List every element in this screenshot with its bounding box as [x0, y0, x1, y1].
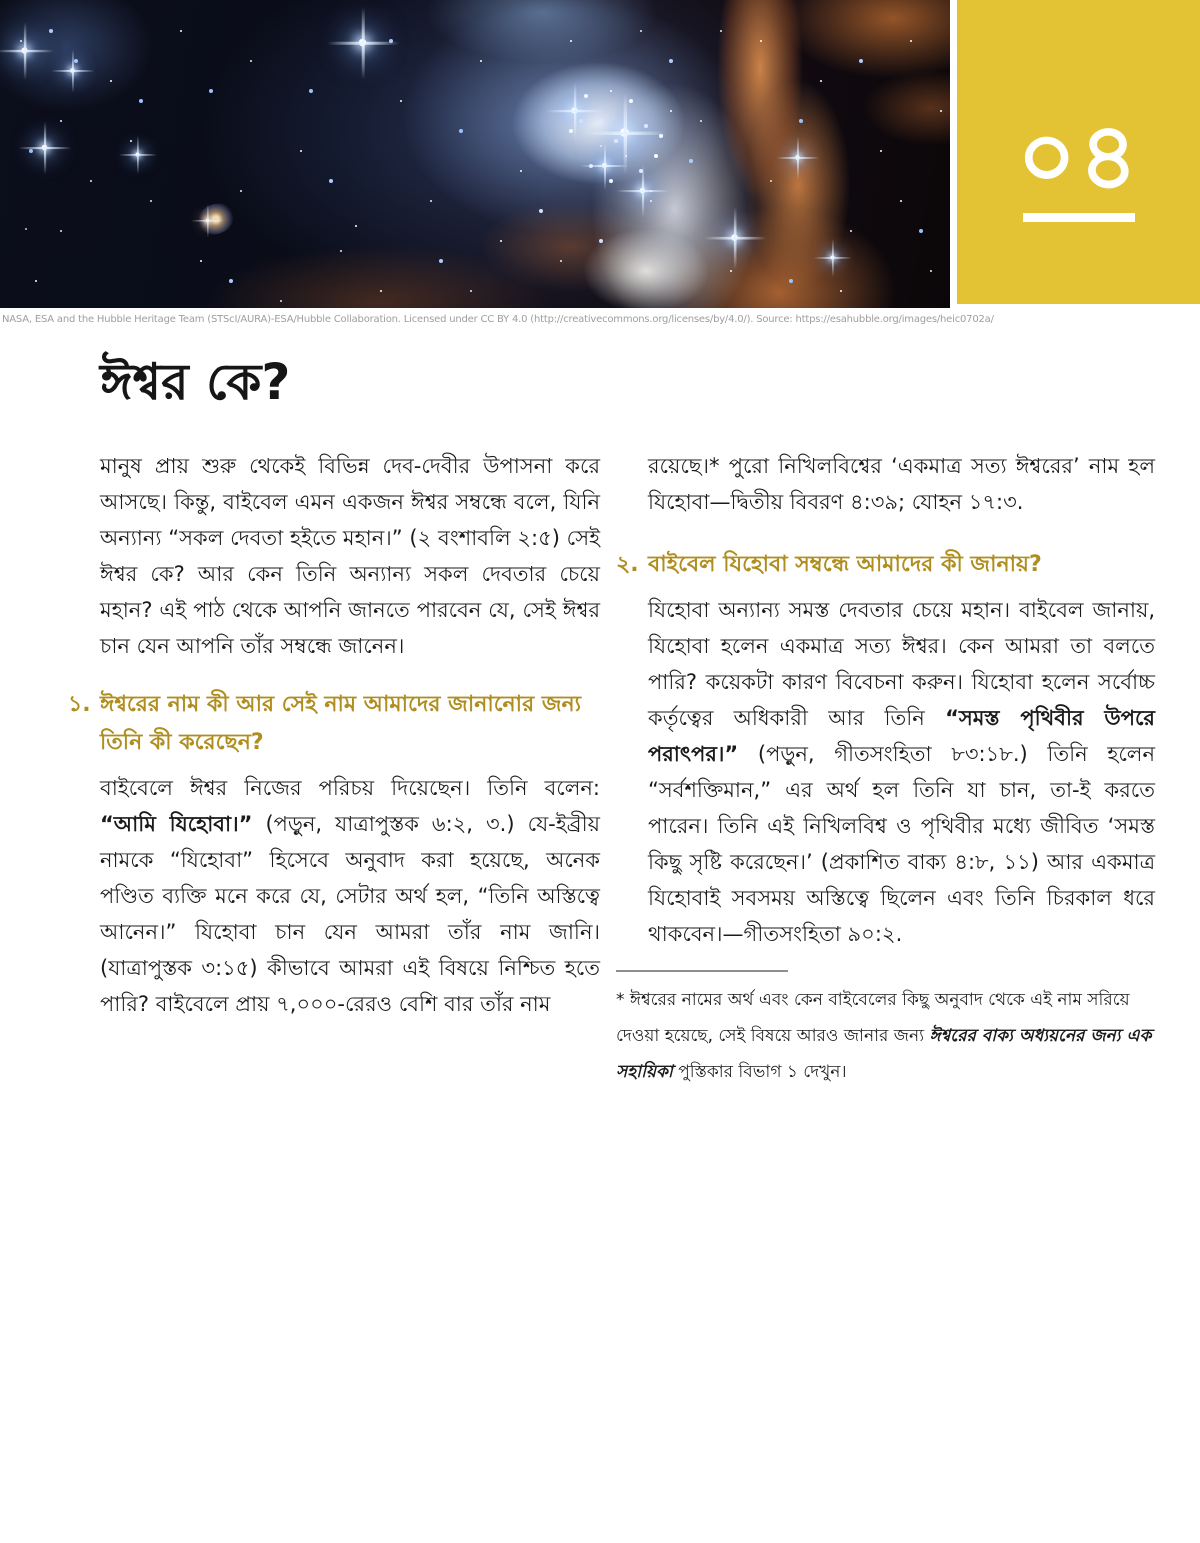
star-icon: [640, 188, 646, 194]
page-title: ঈশ্বর কে?: [100, 353, 291, 411]
footnote: [616, 982, 1155, 1090]
star-icon: [572, 108, 578, 114]
star-icon: [795, 155, 800, 160]
text-segment: (পড়ুন, গীতসংহিতা ৮৩:১৮.) তিনি হলেন “সর্বশক্তিমান,” এর অর্থ হল তিনি যা চান, তা-ই করতে পারেন। তিনি এই নিখিলবিশ্ব ও পৃথিবীর মধ্যে জীবিত ‘সমস্ত কিছু সৃষ্টি করেছেন।’ (প্রকাশিত বাক্য ৪:৮, ১১) আর একমাত্র যিহোবাই সবসময় অস্তিত্বে ছিলেন এবং তিনি চিরকাল ধরে থাকবেন।—গীতসংহিতা ৯০:২.: [648, 742, 1155, 946]
star-icon: [731, 234, 738, 241]
hero-space-photo: [0, 0, 950, 308]
star-icon: [42, 145, 48, 151]
photo-credit: NASA, ESA and the Hubble Heritage Team (STScI/AURA)-ESA/Hubble Collaboration. Licensed under CC BY 4.0 (http://creativecommons.org/licenses/by/4.0/). Source: https://esahubble.org/images/heic0702a/: [2, 314, 994, 325]
lesson-number-block: [957, 0, 1200, 304]
bold-text-segment: “আমি যিহোবা।”: [100, 812, 253, 836]
bold-text-segment: “সমস্ত পৃথিবীর উপরে পরাৎপর।”: [648, 706, 1155, 766]
question-1-continuation: রয়েছে।* পুরো নিখিলবিশ্বের ‘একমাত্র সত্য ঈশ্বরের’ নাম হল যিহোবা—দ্বিতীয় বিবরণ ৪:৩৯; যোহন ১৭:৩.: [648, 454, 1155, 514]
question-1-number: ১.: [68, 692, 91, 717]
star-icon: [620, 128, 629, 137]
text-segment: যিহোবা অন্যান্য সমস্ত দেবতার চেয়ে মহান। বাইবেল জানায়, যিহোবা হলেন একমাত্র সত্য ঈশ্বর। কেন আমরা তা বলতে পারি? কয়েকটা কারণ বিবেচনা করুন। যিহোবা হলেন সর্বোচ্চ কর্তৃত্বের অধিকারী আর তিনি: [648, 598, 1155, 730]
lesson-number: ০৪: [1016, 105, 1141, 208]
column-left: [68, 448, 600, 1090]
intro-paragraph: মানুষ প্রায় শুরু থেকেই বিভিন্ন দেব-দেবীর উপাসনা করে আসছে। কিন্তু, বাইবেল এমন একজন ঈশ্বর সম্বন্ধে বলে, যিনি অন্যান্য “সকল দেবতা হইতে মহান।” (২ বংশাবলি ২:৫) সেই ঈশ্বর কে? আর কেন তিনি অন্যান্য সকল দেবতার চেয়ে মহান? এই পাঠ থেকে আপনি জানতে পারবেন যে, সেই ঈশ্বর চান যেন আপনি তাঁর সম্বন্ধে জানেন।: [100, 454, 600, 658]
star-icon: [136, 153, 140, 157]
article-columns: [0, 448, 1200, 1090]
question-2-number: ২.: [616, 552, 639, 577]
text-segment: পুস্তিকার বিভাগ ১ দেখুন।: [672, 1062, 847, 1082]
star-icon: [831, 256, 835, 260]
star-cluster-dots: [0, 0, 2, 2]
question-1-paragraph: [68, 770, 600, 1022]
text-segment: বাইবেলে ঈশ্বর নিজের পরিচয় দিয়েছেন। তিনি বলেন:: [100, 776, 600, 800]
question-2-paragraph: [616, 592, 1155, 952]
question-2-heading-text: বাইবেল যিহোবা সম্বন্ধে আমাদের কী জানায়?: [648, 552, 1042, 577]
question-1-heading: [68, 686, 600, 762]
column-right: [616, 448, 1155, 1090]
hero-row: [0, 0, 1200, 308]
question-2-heading: [616, 546, 1155, 584]
star-icon: [206, 219, 210, 223]
star-icon: [602, 163, 607, 168]
text-segment: * ঈশ্বরের নামের অর্থ এবং কেন বাইবেলের কিছু অনুবাদ থেকে এই নাম সরিয়ে দেওয়া হয়েছে, সেই বিষয়ে আরও জানার জন্য: [616, 990, 1130, 1046]
lesson-number-underline: [1023, 213, 1135, 222]
footnote-divider: [616, 970, 788, 972]
spiral-galaxy: [194, 199, 238, 240]
star-icon: [70, 68, 75, 73]
star-icon: [359, 39, 367, 47]
bold-italic-text-segment: ঈশ্বরের বাক্য অধ্যয়নের জন্য এক সহায়িকা: [616, 1026, 1152, 1082]
star-icon: [22, 48, 28, 54]
text-segment: (পড়ুন, যাত্রাপুস্তক ৬:২, ৩.) যে-ইব্রীয় নামকে “যিহোবা” হিসেবে অনুবাদ করা হয়েছে, অনেক পণ্ডিত ব্যক্তি মনে করে যে, সেটার অর্থ হল, “তিনি অস্তিত্বে আনেন।” যিহোবা চান যেন আমরা তাঁর নাম জানি। (যাত্রাপুস্তক ৩:১৫) কীভাবে আমরা এই বিষয়ে নিশ্চিত হতে পারি? বাইবেলে প্রায় ৭,০০০-রেরও বেশি বার তাঁর নাম: [100, 812, 600, 1016]
question-1-heading-text: ঈশ্বরের নাম কী আর সেই নাম আমাদের জানানোর জন্য তিনি কী করেছেন?: [100, 692, 582, 755]
